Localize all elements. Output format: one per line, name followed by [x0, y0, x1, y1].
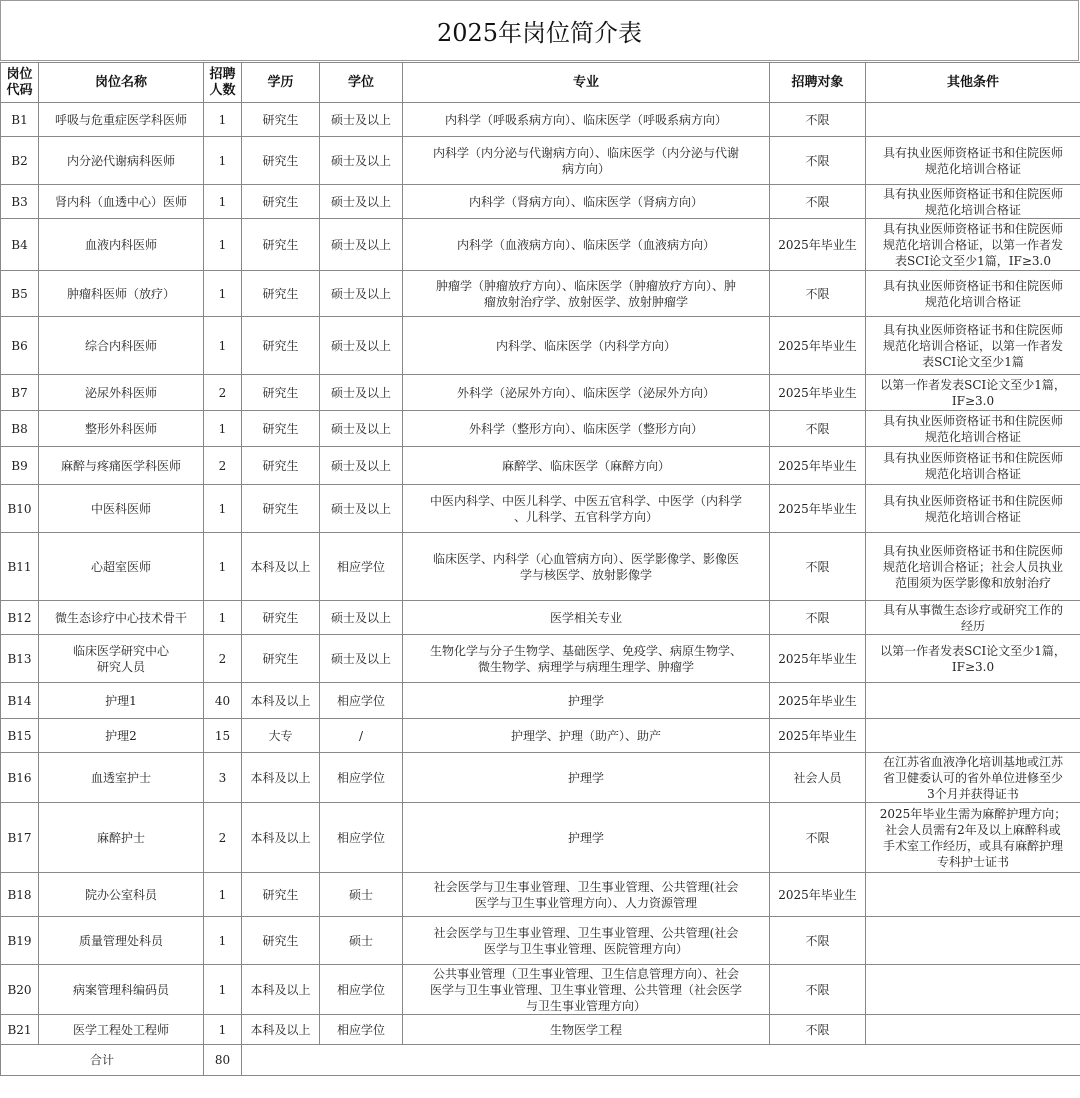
job-table [0, 62, 1080, 1076]
cell-name [39, 219, 204, 271]
cell-major [403, 803, 770, 873]
cell-target: 不限 [770, 803, 866, 873]
cell-other [866, 965, 1080, 1015]
cell-line: 内分泌代谢病科医师 [66, 153, 175, 168]
table-row [1, 271, 1080, 317]
cell-count: 1 [204, 917, 242, 965]
cell-edu: 研究生 [242, 137, 320, 185]
cell-line: 内科学、临床医学（内科学方向） [495, 338, 676, 353]
cell-edu: 研究生 [242, 317, 320, 375]
cell-other [866, 533, 1080, 601]
cell-major [403, 485, 770, 533]
table-row [1, 103, 1080, 137]
cell-count: 1 [204, 1015, 242, 1045]
header-count: 招聘 人数 [204, 63, 242, 103]
table-row [1, 917, 1080, 965]
table-row [1, 601, 1080, 635]
cell-line: 病方向） [561, 161, 610, 176]
cell-major [403, 917, 770, 965]
cell-line: 内科学（血液病方向）、临床医学（血液病方向） [456, 237, 715, 252]
cell-major [403, 219, 770, 271]
cell-code: B17 [1, 803, 39, 873]
cell-line: 临床医学研究中心 [72, 643, 169, 658]
table-row [1, 447, 1080, 485]
cell-target: 不限 [770, 601, 866, 635]
cell-major [403, 719, 770, 753]
cell-degree: 硕士 [320, 873, 403, 917]
cell-edu: 本科及以上 [242, 803, 320, 873]
cell-degree: 相应学位 [320, 533, 403, 601]
table-row [1, 533, 1080, 601]
cell-edu: 本科及以上 [242, 683, 320, 719]
cell-line: 具有执业医师资格证书和住院医师 [882, 278, 1063, 293]
cell-line: 社会医学与卫生事业管理、卫生事业管理、公共管理(社会 [433, 879, 739, 894]
cell-code: B9 [1, 447, 39, 485]
cell-edu: 研究生 [242, 411, 320, 447]
cell-line: 社会人员需有2年及以上麻醉科或 [885, 822, 1061, 837]
cell-other [866, 271, 1080, 317]
cell-name [39, 271, 204, 317]
cell-line: 内科学（肾病方向）、临床医学（肾病方向） [468, 194, 703, 209]
cell-count: 1 [204, 103, 242, 137]
table-row [1, 219, 1080, 271]
cell-target: 不限 [770, 103, 866, 137]
cell-line: 微生物学、病理学与病理生理学、肿瘤学 [477, 659, 694, 674]
cell-edu: 研究生 [242, 601, 320, 635]
cell-degree: 硕士及以上 [320, 411, 403, 447]
cell-other [866, 683, 1080, 719]
cell-degree: 相应学位 [320, 965, 403, 1015]
cell-line: 护理学、护理（助产）、助产 [510, 728, 661, 743]
cell-degree: 硕士及以上 [320, 103, 403, 137]
table-row [1, 1015, 1080, 1045]
cell-code: B18 [1, 873, 39, 917]
cell-edu: 研究生 [242, 271, 320, 317]
header-code: 岗位 代码 [1, 63, 39, 103]
cell-line: 2025年毕业生需为麻醉护理方向； [879, 806, 1067, 821]
table-row [1, 375, 1080, 411]
cell-line: 麻醉学、临床医学（麻醉方向） [501, 458, 670, 473]
cell-degree: 硕士及以上 [320, 485, 403, 533]
cell-line: 规范化培训合格证，以第一作者发 [882, 237, 1063, 252]
cell-degree: 硕士 [320, 917, 403, 965]
cell-line: 微生态诊疗中心技术骨干 [54, 610, 187, 625]
cell-degree: 硕士及以上 [320, 375, 403, 411]
cell-code: B13 [1, 635, 39, 683]
header-other: 其他条件 [866, 63, 1080, 103]
cell-target: 不限 [770, 533, 866, 601]
cell-line: 医学与卫生事业管理、医院管理方向） [483, 941, 688, 956]
cell-target: 2025年毕业生 [770, 485, 866, 533]
cell-other [866, 635, 1080, 683]
cell-target: 不限 [770, 271, 866, 317]
table-row [1, 873, 1080, 917]
cell-major [403, 1015, 770, 1045]
cell-other [866, 103, 1080, 137]
cell-major [403, 533, 770, 601]
total-row [1, 1045, 1080, 1076]
cell-other [866, 601, 1080, 635]
cell-edu: 研究生 [242, 219, 320, 271]
cell-major [403, 873, 770, 917]
cell-degree: / [320, 719, 403, 753]
cell-edu: 研究生 [242, 375, 320, 411]
cell-edu: 研究生 [242, 103, 320, 137]
cell-line: 研究人员 [96, 659, 145, 674]
cell-line: 临床医学、内科学（心血管病方向）、医学影像学、影像医 [432, 551, 739, 566]
cell-edu: 研究生 [242, 185, 320, 219]
cell-other [866, 219, 1080, 271]
cell-edu: 本科及以上 [242, 533, 320, 601]
cell-count: 40 [204, 683, 242, 719]
cell-count: 2 [204, 803, 242, 873]
cell-count: 1 [204, 137, 242, 185]
cell-name [39, 185, 204, 219]
cell-degree: 硕士及以上 [320, 219, 403, 271]
cell-line: 手术室工作经历，或具有麻醉护理 [882, 838, 1063, 853]
cell-line: 具有执业医师资格证书和住院医师 [882, 221, 1063, 236]
cell-code: B10 [1, 485, 39, 533]
table-header-row [1, 63, 1080, 103]
cell-major [403, 965, 770, 1015]
cell-line: 病案管理科编码员 [72, 982, 169, 997]
cell-line: 经历 [960, 618, 985, 633]
total-empty [242, 1045, 1080, 1076]
cell-count: 1 [204, 271, 242, 317]
cell-count: 1 [204, 533, 242, 601]
cell-count: 1 [204, 219, 242, 271]
cell-line: 血液内科医师 [84, 237, 157, 252]
cell-line: 规范化培训合格证 [924, 466, 1021, 481]
cell-major [403, 753, 770, 803]
cell-line: 血透室护士 [90, 770, 151, 785]
cell-line: 范围须为医学影像和放射治疗 [894, 575, 1051, 590]
cell-line: 内科学（呼吸系病方向）、临床医学（呼吸系病方向） [444, 112, 727, 127]
cell-target: 2025年毕业生 [770, 635, 866, 683]
cell-line: 麻醉与疼痛医学科医师 [60, 458, 181, 473]
cell-code: B12 [1, 601, 39, 635]
cell-major [403, 375, 770, 411]
cell-count: 1 [204, 965, 242, 1015]
total-count: 80 [204, 1045, 242, 1076]
cell-edu: 研究生 [242, 917, 320, 965]
cell-name [39, 803, 204, 873]
cell-other [866, 803, 1080, 873]
cell-line: 社会医学与卫生事业管理、卫生事业管理、公共管理(社会 [433, 925, 739, 940]
cell-other [866, 719, 1080, 753]
cell-line: 医学工程处工程师 [72, 1022, 169, 1037]
cell-line: 以第一作者发表SCI论文至少1篇， [880, 643, 1066, 658]
cell-line: 公共事业管理（卫生事业管理、卫生信息管理方向）、社会 [432, 966, 739, 981]
cell-target: 2025年毕业生 [770, 683, 866, 719]
table-row [1, 719, 1080, 753]
cell-target: 2025年毕业生 [770, 375, 866, 411]
cell-degree: 硕士及以上 [320, 271, 403, 317]
cell-line: 规范化培训合格证 [924, 429, 1021, 444]
cell-degree: 硕士及以上 [320, 137, 403, 185]
cell-count: 2 [204, 375, 242, 411]
cell-code: B21 [1, 1015, 39, 1045]
cell-line: 外科学（整形方向）、临床医学（整形方向） [468, 421, 703, 436]
cell-degree: 相应学位 [320, 753, 403, 803]
cell-target: 不限 [770, 137, 866, 185]
cell-major [403, 137, 770, 185]
cell-line: IF≥3.0 [951, 659, 995, 674]
cell-target: 社会人员 [770, 753, 866, 803]
cell-code: B2 [1, 137, 39, 185]
cell-degree: 相应学位 [320, 683, 403, 719]
cell-degree: 相应学位 [320, 803, 403, 873]
cell-target: 不限 [770, 917, 866, 965]
table-row [1, 485, 1080, 533]
cell-name [39, 447, 204, 485]
cell-line: 规范化培训合格证；社会人员执业 [882, 559, 1063, 574]
cell-target: 不限 [770, 1015, 866, 1045]
cell-line: 护理学 [567, 693, 604, 708]
cell-line: 院办公室科员 [84, 887, 157, 902]
cell-line: 3个月并获得证书 [927, 786, 1019, 801]
cell-name [39, 917, 204, 965]
cell-line: 内科学（内分泌与代谢病方向）、临床医学（内分泌与代谢 [432, 145, 739, 160]
cell-line: 规范化培训合格证，以第一作者发 [882, 338, 1063, 353]
total-label: 合计 [1, 1045, 204, 1076]
cell-major [403, 411, 770, 447]
cell-name [39, 485, 204, 533]
cell-line: 护理学 [567, 770, 604, 785]
cell-count: 1 [204, 601, 242, 635]
header-degree: 学位 [320, 63, 403, 103]
cell-line: 医学相关专业 [549, 610, 622, 625]
header-target: 招聘对象 [770, 63, 866, 103]
table-row [1, 753, 1080, 803]
cell-major [403, 185, 770, 219]
cell-other [866, 317, 1080, 375]
cell-name [39, 601, 204, 635]
cell-target: 不限 [770, 185, 866, 219]
cell-count: 1 [204, 485, 242, 533]
cell-count: 1 [204, 411, 242, 447]
cell-name [39, 137, 204, 185]
cell-major [403, 447, 770, 485]
cell-line: 心超室医师 [90, 559, 151, 574]
cell-major [403, 635, 770, 683]
cell-degree: 硕士及以上 [320, 317, 403, 375]
cell-code: B4 [1, 219, 39, 271]
cell-line: 规范化培训合格证 [924, 202, 1021, 217]
cell-other [866, 1015, 1080, 1045]
header-name: 岗位名称 [39, 63, 204, 103]
cell-edu: 本科及以上 [242, 965, 320, 1015]
cell-code: B3 [1, 185, 39, 219]
cell-line: IF≥3.0 [951, 393, 995, 408]
table-row [1, 965, 1080, 1015]
cell-name [39, 635, 204, 683]
cell-line: 中医内科学、中医儿科学、中医五官科学、中医学（内科学 [429, 493, 742, 508]
cell-code: B14 [1, 683, 39, 719]
cell-degree: 硕士及以上 [320, 601, 403, 635]
cell-line: 具有执业医师资格证书和住院医师 [882, 186, 1063, 201]
cell-line: 护理学 [567, 830, 604, 845]
cell-code: B1 [1, 103, 39, 137]
cell-line: 护理1 [105, 693, 137, 708]
cell-other [866, 917, 1080, 965]
cell-line: 呼吸与危重症医学科医师 [54, 112, 187, 127]
cell-major [403, 317, 770, 375]
cell-count: 15 [204, 719, 242, 753]
cell-edu: 本科及以上 [242, 1015, 320, 1045]
cell-line: 医学与卫生事业管理方向）、人力资源管理 [474, 895, 697, 910]
cell-target: 2025年毕业生 [770, 719, 866, 753]
cell-line: 具有执业医师资格证书和住院医师 [882, 493, 1063, 508]
cell-code: B7 [1, 375, 39, 411]
cell-target: 不限 [770, 965, 866, 1015]
cell-name [39, 683, 204, 719]
cell-other [866, 411, 1080, 447]
cell-line: 护理2 [105, 728, 137, 743]
table-row [1, 411, 1080, 447]
cell-line: 具有从事微生态诊疗或研究工作的 [882, 602, 1063, 617]
cell-line: 医学与卫生事业管理、卫生事业管理、公共管理（社会医学 [429, 982, 742, 997]
cell-edu: 研究生 [242, 873, 320, 917]
cell-degree: 硕士及以上 [320, 447, 403, 485]
cell-line: 生物医学工程 [549, 1022, 622, 1037]
cell-code: B20 [1, 965, 39, 1015]
cell-line: 具有执业医师资格证书和住院医师 [882, 413, 1063, 428]
cell-edu: 研究生 [242, 485, 320, 533]
cell-name [39, 1015, 204, 1045]
cell-line: 肾内科（血透中心）医师 [54, 194, 187, 209]
table-row [1, 635, 1080, 683]
cell-name [39, 965, 204, 1015]
cell-line: 麻醉护士 [96, 830, 145, 845]
cell-major [403, 271, 770, 317]
cell-line: 综合内科医师 [84, 338, 157, 353]
cell-name [39, 317, 204, 375]
cell-edu: 本科及以上 [242, 753, 320, 803]
cell-line: 肿瘤学（肿瘤放疗方向）、临床医学（肿瘤放疗方向）、肿 [435, 278, 736, 293]
page-title: 2025年岗位简介表 [0, 0, 1079, 61]
cell-line: 专科护士证书 [936, 854, 1009, 869]
cell-line: 泌尿外科医师 [84, 385, 157, 400]
cell-code: B19 [1, 917, 39, 965]
cell-target: 不限 [770, 411, 866, 447]
cell-line: 规范化培训合格证 [924, 161, 1021, 176]
cell-line: 学与核医学、放射影像学 [519, 567, 652, 582]
table-row [1, 317, 1080, 375]
cell-count: 1 [204, 873, 242, 917]
table-row [1, 803, 1080, 873]
cell-name [39, 533, 204, 601]
cell-line: 、儿科学、五官科学方向） [513, 509, 658, 524]
cell-line: 表SCI论文至少1篇，IF≥3.0 [895, 253, 1051, 268]
cell-other [866, 753, 1080, 803]
cell-name [39, 103, 204, 137]
cell-line: 瘤放射治疗学、放射医学、放射肿瘤学 [483, 294, 688, 309]
cell-other [866, 375, 1080, 411]
cell-line: 具有执业医师资格证书和住院医师 [882, 450, 1063, 465]
cell-major [403, 103, 770, 137]
cell-degree: 硕士及以上 [320, 185, 403, 219]
table-body [1, 103, 1080, 1045]
cell-line: 质量管理处科员 [78, 933, 163, 948]
cell-code: B16 [1, 753, 39, 803]
header-edu: 学历 [242, 63, 320, 103]
cell-other [866, 447, 1080, 485]
cell-name [39, 873, 204, 917]
cell-line: 生物化学与分子生物学、基础医学、免疫学、病原生物学、 [429, 643, 742, 658]
cell-count: 2 [204, 447, 242, 485]
cell-code: B11 [1, 533, 39, 601]
cell-count: 3 [204, 753, 242, 803]
cell-line: 具有执业医师资格证书和住院医师 [882, 145, 1063, 160]
cell-code: B5 [1, 271, 39, 317]
cell-line: 在江苏省血液净化培训基地或江苏 [882, 754, 1063, 769]
cell-target: 2025年毕业生 [770, 873, 866, 917]
cell-degree: 硕士及以上 [320, 635, 403, 683]
cell-line: 省卫健委认可的省外单位进修至少 [882, 770, 1063, 785]
cell-code: B15 [1, 719, 39, 753]
cell-target: 2025年毕业生 [770, 447, 866, 485]
cell-edu: 研究生 [242, 447, 320, 485]
cell-target: 2025年毕业生 [770, 219, 866, 271]
cell-line: 以第一作者发表SCI论文至少1篇， [880, 377, 1066, 392]
cell-other [866, 185, 1080, 219]
cell-edu: 大专 [242, 719, 320, 753]
cell-other [866, 485, 1080, 533]
cell-line: 规范化培训合格证 [924, 294, 1021, 309]
cell-count: 1 [204, 185, 242, 219]
cell-target: 2025年毕业生 [770, 317, 866, 375]
cell-line: 肿瘤科医师（放疗） [66, 286, 175, 301]
cell-name [39, 719, 204, 753]
table-row [1, 683, 1080, 719]
cell-edu: 研究生 [242, 635, 320, 683]
cell-major [403, 683, 770, 719]
table-row [1, 185, 1080, 219]
cell-other [866, 873, 1080, 917]
cell-line: 整形外科医师 [84, 421, 157, 436]
cell-line: 表SCI论文至少1篇 [922, 354, 1024, 369]
cell-count: 2 [204, 635, 242, 683]
cell-line: 具有执业医师资格证书和住院医师 [882, 322, 1063, 337]
cell-count: 1 [204, 317, 242, 375]
cell-line: 外科学（泌尿外方向）、临床医学（泌尿外方向） [456, 385, 715, 400]
cell-line: 中医科医师 [90, 501, 151, 516]
cell-major [403, 601, 770, 635]
header-major: 专业 [403, 63, 770, 103]
cell-code: B8 [1, 411, 39, 447]
table-row [1, 137, 1080, 185]
cell-other [866, 137, 1080, 185]
cell-code: B6 [1, 317, 39, 375]
cell-degree: 相应学位 [320, 1015, 403, 1045]
cell-line: 与卫生事业管理方向） [525, 998, 646, 1013]
cell-name [39, 753, 204, 803]
cell-name [39, 411, 204, 447]
cell-line: 具有执业医师资格证书和住院医师 [882, 543, 1063, 558]
cell-line: 规范化培训合格证 [924, 509, 1021, 524]
cell-name [39, 375, 204, 411]
